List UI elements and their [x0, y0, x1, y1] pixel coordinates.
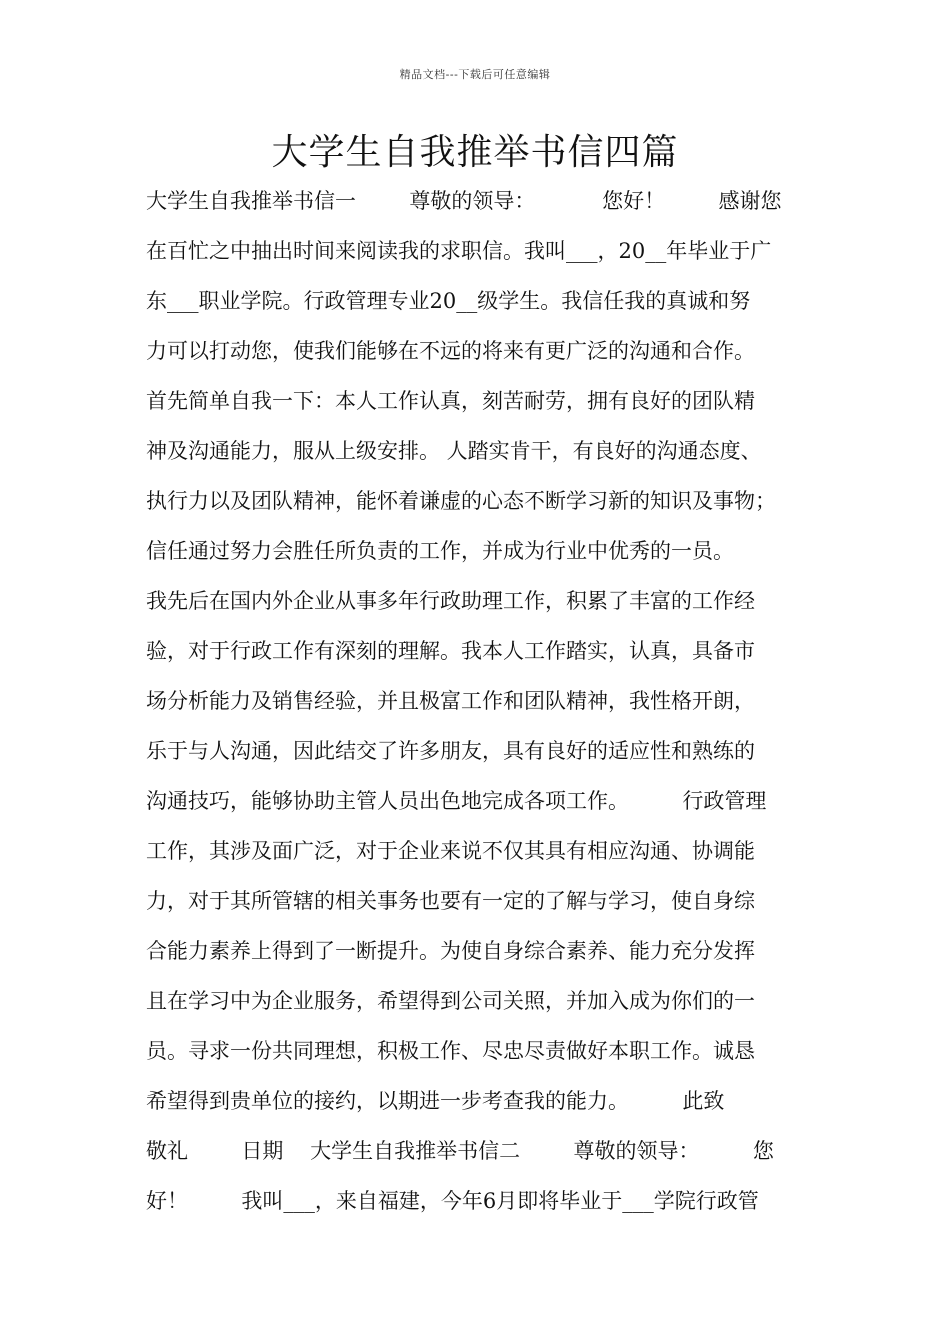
body-line: 敬礼 日期 大学生自我推举书信二 尊敬的领导： 您	[146, 1139, 774, 1163]
body-line: 首先简单自我一下：本人工作认真，刻苦耐劳，拥有良好的团队精	[146, 389, 755, 413]
body-line: 信任通过努力会胜任所负责的工作，并成为行业中优秀的一员。	[146, 539, 734, 563]
body-line: 工作，其涉及面广泛，对于企业来说不仅其具有相应沟通、协调能	[146, 839, 755, 863]
body-line: 员。寻求一份共同理想，积极工作、尽忠尽责做好本职工作。诚恳	[146, 1039, 755, 1063]
document-title: 大学生自我推举书信四篇	[271, 132, 679, 173]
body-line: 神及沟通能力，服从上级安排。 人踏实肯干，有良好的沟通态度、	[146, 439, 762, 463]
body-line: 东___职业学院。行政管理专业20__级学生。我信任我的真诚和努	[146, 289, 751, 313]
body-line: 好！ 我叫___，来自福建，今年6月即将毕业于___学院行政管	[146, 1189, 759, 1213]
body-line: 在百忙之中抽出时间来阅读我的求职信。我叫___，20__年毕业于广	[146, 239, 772, 263]
body-line: 且在学习中为企业服务，希望得到公司关照，并加入成为你们的一	[146, 989, 755, 1013]
body-line: 沟通技巧，能够协助主管人员出色地完成各项工作。 行政管理	[146, 789, 767, 813]
document-body	[146, 176, 806, 1226]
body-line: 乐于与人沟通，因此结交了许多朋友，具有良好的适应性和熟练的	[146, 739, 755, 763]
body-line: 力可以打动您，使我们能够在不远的将来有更广泛的沟通和合作。	[146, 339, 755, 363]
body-line: 大学生自我推举书信一 尊敬的领导： 您好！ 感谢您	[146, 189, 782, 213]
body-line: 我先后在国内外企业从事多年行政助理工作，积累了丰富的工作经	[146, 589, 755, 613]
body-line: 场分析能力及销售经验，并且极富工作和团队精神，我性格开朗，	[146, 689, 755, 713]
header-note: 精品文档---下载后可任意编辑	[399, 68, 551, 81]
body-line: 验，对于行政工作有深刻的理解。我本人工作踏实，认真，具备市	[146, 639, 755, 663]
body-line: 合能力素养上得到了一断提升。为使自身综合素养、能力充分发挥	[146, 939, 755, 963]
body-line: 希望得到贵单位的接约，以期进一步考查我的能力。 此致	[146, 1089, 725, 1113]
body-line: 执行力以及团队精神，能怀着谦虚的心态不断学习新的知识及事物；	[146, 489, 776, 513]
body-line: 力，对于其所管辖的相关事务也要有一定的了解与学习，使自身综	[146, 889, 755, 913]
